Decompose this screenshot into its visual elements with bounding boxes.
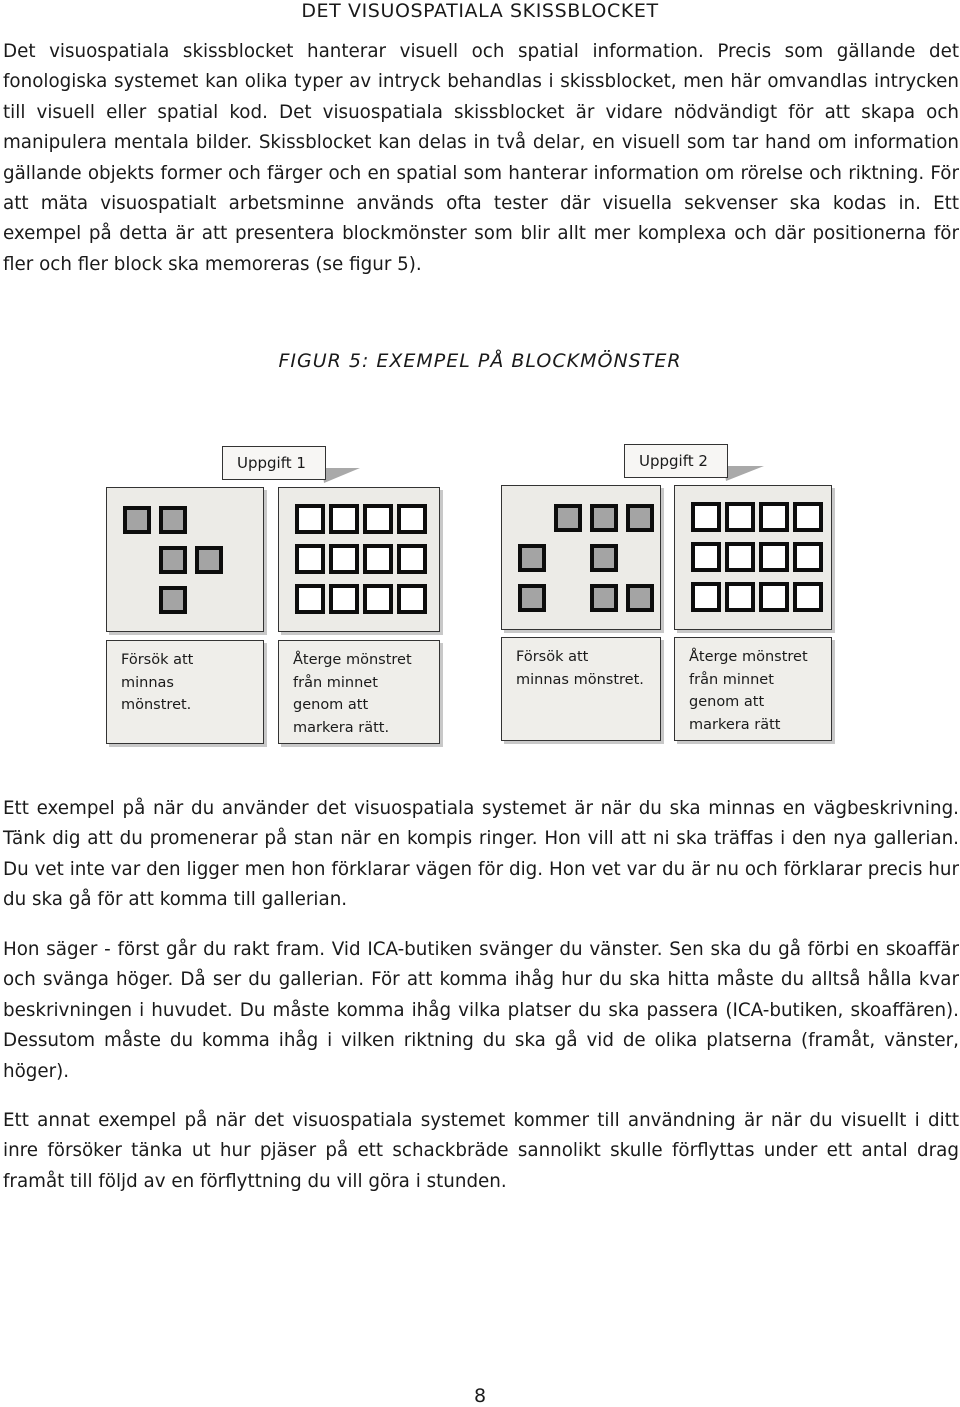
task-2-recall-empty-block (759, 502, 789, 532)
task-1-recall-caption: Återge mönstret från minnet genom att markera rätt. (278, 640, 440, 744)
task-1-pattern-filled-block (123, 506, 151, 534)
task-2-pattern-filled-block (626, 584, 654, 612)
task-2-pattern-filled-block (518, 584, 546, 612)
task-1-pattern-filled-block (159, 546, 187, 574)
task-2-memorize-caption: Försök att minnas mönstret. (501, 637, 661, 741)
label-shadow-1 (322, 462, 362, 484)
task-2-recall-empty-block (793, 582, 823, 612)
paragraph-chess-example: Ett annat exempel på när det visuospatiala systemet kommer till användning är när du visuellt i ditt inre försöker tänka ut hur pjäser på ett schackbräde sannolikt skulle förflyttas under ett antal drag framåt till följd av en förflyttning du vill göra i stunden. (3, 1110, 959, 1192)
paragraph-route-example: Ett exempel på när du använder det visuospatiala systemet är när du ska minnas en vägbeskrivning. Tänk dig att du promenerar på stan när en kompis ringer. Hon vill att ni ska träffas i den nya gallerian. Du vet inte var den ligger men hon förklarar vägen för dig. Hon vet var du är nu och förklarar precis hur du ska gå för att komma till gallerian. (3, 798, 959, 911)
task-1-recall-empty-block (329, 584, 359, 614)
label-shadow-2 (724, 460, 766, 482)
task-1-recall-empty-block (397, 584, 427, 614)
task-1-label: Uppgift 1 (222, 446, 326, 480)
task-2-pattern-filled-block (590, 584, 618, 612)
page-number: 8 (473, 1385, 487, 1407)
task-2-pattern-filled-block (518, 544, 546, 572)
paragraph-intro: Det visuospatiala skissblocket hanterar visuell och spatial information. Precis som gällande det fonologiska systemet kan olika typer av intryck behandlas i skissblocket, men här omvandlas intrycken till visuell eller spatial kod. Det visuospatiala skissblocket är vidare nödvändigt för att skapa och manipulera mentala bilder. Skissblocket kan delas in två delar, en visuell som tar hand om information gällande objekts former och färger och en spatial som hanterar information om rörelse och riktning. För att mäta visuospatialt arbetsminne används ofta tester där visuella sekvenser ska kodas in. Ett exempel på detta är att presentera blockmönster som blir allt mer komplexa och där positionerna för fler och fler block ska memoreras (se figur 5). (3, 41, 959, 275)
task-2-recall-empty-block (759, 542, 789, 572)
task-1-recall-empty-block (295, 504, 325, 534)
task-2-recall-empty-block (725, 502, 755, 532)
task-1-recall-empty-block (295, 584, 325, 614)
task-1-recall-empty-block (329, 544, 359, 574)
task-1-recall-empty-block (397, 544, 427, 574)
task-1-pattern-panel (106, 487, 264, 632)
page-title: DET VISUOSPATIALA SKISSBLOCKET (301, 0, 659, 22)
task-1-recall-panel (278, 487, 440, 632)
task-2-pattern-filled-block (626, 504, 654, 532)
task-2-recall-empty-block (759, 582, 789, 612)
task-1-recall-empty-block (329, 504, 359, 534)
task-1-pattern-filled-block (159, 586, 187, 614)
figure-title: FIGUR 5: EXEMPEL PÅ BLOCKMÖNSTER (278, 350, 682, 372)
task-1-recall-empty-block (295, 544, 325, 574)
task-2-recall-empty-block (793, 542, 823, 572)
task-1-pattern-filled-block (195, 546, 223, 574)
task-1-recall-empty-block (397, 504, 427, 534)
task-2-recall-empty-block (691, 502, 721, 532)
task-2-recall-empty-block (691, 542, 721, 572)
task-2-recall-empty-block (725, 542, 755, 572)
task-2-pattern-filled-block (554, 504, 582, 532)
task-1-memorize-caption: Försök att minnas mönstret. (106, 640, 264, 744)
task-1-recall-empty-block (363, 584, 393, 614)
task-2-pattern-panel (501, 485, 661, 630)
task-2-recall-empty-block (725, 582, 755, 612)
task-2-recall-panel (674, 485, 832, 630)
task-1-recall-empty-block (363, 504, 393, 534)
task-1-pattern-filled-block (159, 506, 187, 534)
task-2-recall-caption: Återge mönstret från minnet genom att markera rätt (674, 637, 832, 741)
task-2-recall-empty-block (691, 582, 721, 612)
task-1-recall-empty-block (363, 544, 393, 574)
task-2-label: Uppgift 2 (624, 444, 728, 478)
task-2-recall-empty-block (793, 502, 823, 532)
task-2-pattern-filled-block (590, 504, 618, 532)
task-2-pattern-filled-block (590, 544, 618, 572)
paragraph-directions: Hon säger - först går du rakt fram. Vid ICA-butiken svänger du vänster. Sen ska du gå förbi en skoaffär och svänga höger. Då ser du gallerian. För att komma ihåg hur du ska hitta måste du alltså hålla kvar beskrivningen i huvudet. Du måste komma ihåg vilka platser du ska passera (ICA-butiken, skoaffären). Dessutom måste du komma ihåg i vilken riktning du ska gå vid de olika platserna (framåt, vänster, höger). (3, 939, 959, 1082)
